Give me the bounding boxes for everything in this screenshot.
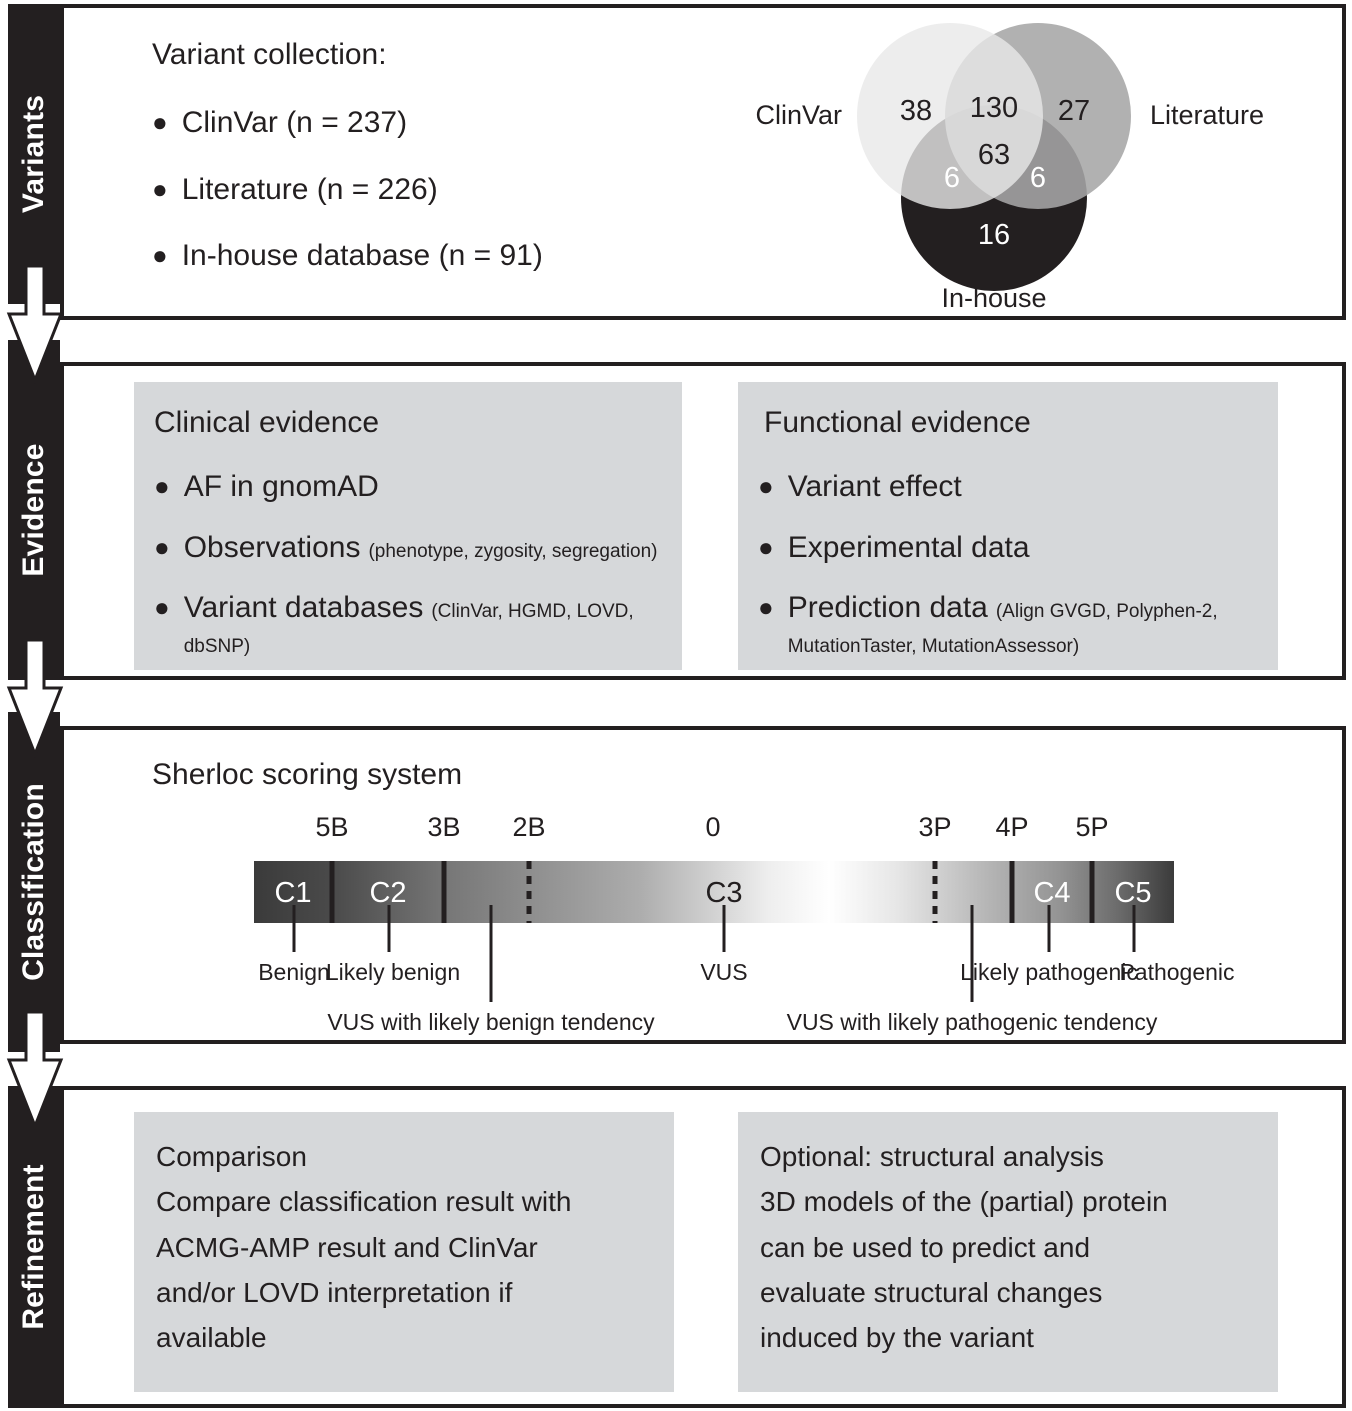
structural-line: induced by the variant <box>760 1322 1034 1354</box>
callout-pathogenic: Pathogenic <box>1119 959 1235 985</box>
bullet-icon: ● <box>154 531 170 562</box>
tick-label-5b: 5B <box>315 812 349 842</box>
panel-comparison <box>134 1112 674 1392</box>
segment-label-c2: C2 <box>369 877 407 909</box>
bullet-icon: ● <box>758 531 774 562</box>
tick-label-2b: 2B <box>512 812 546 842</box>
venn-value-clinvar-only: 38 <box>899 95 933 127</box>
panel-structural-analysis <box>738 1112 1278 1392</box>
panel-title-clinical: Clinical evidence <box>154 406 380 439</box>
list-item-note: (Align GVGD, Polyphen-2, MutationTaster, MutationAssessor) <box>787 601 1218 657</box>
list-item-note: (ClinVar, HGMD, LOVD, dbSNP) <box>183 601 634 657</box>
venn-value-literature-inhouse: 6 <box>1029 162 1047 194</box>
venn-label-inhouse: In-house <box>941 283 1047 312</box>
list-item-label: AF in gnomAD <box>183 470 379 503</box>
venn-label-clinvar: ClinVar <box>755 100 842 130</box>
list-item-note: (phenotype, zygosity, segregation) <box>368 540 658 562</box>
callout-vus-benign-tendency: VUS with likely benign tendency <box>327 1009 655 1035</box>
structural-line: can be used to predict and <box>760 1231 1091 1263</box>
callout-vus: VUS <box>700 959 748 985</box>
stage-label-evidence: Evidence <box>17 443 50 577</box>
structural-line: evaluate structural changes <box>760 1277 1103 1309</box>
list-item-label: Variant effect <box>787 470 962 503</box>
flow-arrow-evidence-to-classification <box>4 640 66 758</box>
venn-value-clinvar-inhouse: 6 <box>943 162 961 194</box>
bullet-icon: ● <box>152 240 168 270</box>
list-item <box>758 531 1270 566</box>
bullet-icon: ● <box>152 107 168 137</box>
section-refinement <box>60 1086 1346 1408</box>
classification-title: Sherloc scoring system <box>152 758 463 791</box>
list-item <box>152 173 792 208</box>
list-item-label: Literature (n = 226) <box>181 172 438 206</box>
bullet-icon: ● <box>152 173 168 204</box>
comparison-line: Compare classification result with <box>156 1186 572 1218</box>
comparison-line: available <box>156 1322 267 1354</box>
list-item-label: In-house database (n = 91) <box>181 239 543 272</box>
segment-label-c3: C3 <box>705 877 743 909</box>
list-item <box>758 470 1270 505</box>
callout-vus-pathogenic-tendency: VUS with likely pathogenic tendency <box>786 1009 1158 1035</box>
venn-value-all-three: 63 <box>977 139 1011 171</box>
list-item <box>154 470 670 505</box>
tick-label-4p: 4P <box>995 812 1029 842</box>
segment-label-c1: C1 <box>274 877 312 909</box>
venn-diagram <box>704 12 1284 312</box>
stage-rail-classification <box>8 712 60 1052</box>
structural-line: Optional: structural analysis <box>760 1141 1104 1172</box>
bullet-icon: ● <box>154 592 170 622</box>
list-item-label: ClinVar (n = 237) <box>181 106 408 139</box>
list-item <box>154 591 670 660</box>
comparison-line: Comparison <box>156 1141 307 1172</box>
tick-label-3p: 3P <box>918 812 952 842</box>
sherloc-scale <box>64 730 1350 1048</box>
tick-label-5p: 5P <box>1075 812 1109 842</box>
list-item-label: Variant databases <box>183 591 424 624</box>
bullet-icon: ● <box>758 471 774 501</box>
list-item-label: Observations <box>183 530 361 564</box>
list-item <box>154 531 670 566</box>
comparison-line: and/or LOVD interpretation if <box>156 1277 513 1309</box>
callout-likely-pathogenic: Likely pathogenic <box>960 959 1138 985</box>
venn-label-literature: Literature <box>1150 100 1265 130</box>
structural-line: 3D models of the (partial) protein <box>760 1186 1168 1218</box>
venn-value-clinvar-literature: 130 <box>969 92 1019 124</box>
stage-rail-evidence <box>8 340 60 680</box>
stage-rail-refinement <box>8 1086 60 1408</box>
variants-heading: Variant collection: <box>152 38 387 71</box>
stage-rail-variants <box>8 4 60 304</box>
list-item <box>758 591 1270 660</box>
segment-label-c5: C5 <box>1114 877 1152 909</box>
variants-bullet-list <box>152 106 792 274</box>
clinical-evidence-list <box>154 470 670 660</box>
list-item <box>152 106 792 141</box>
tick-label-0: 0 <box>705 812 721 842</box>
section-classification <box>60 726 1346 1044</box>
comparison-line: ACMG-AMP result and ClinVar <box>156 1231 538 1263</box>
bullet-icon: ● <box>758 592 774 622</box>
panel-functional-evidence <box>738 382 1278 670</box>
tick-label-3b: 3B <box>427 812 461 842</box>
list-item <box>152 239 792 274</box>
stage-label-refinement: Refinement <box>17 1164 50 1330</box>
functional-evidence-list <box>758 470 1270 660</box>
panel-clinical-evidence <box>134 382 682 670</box>
list-item-label: Prediction data <box>787 591 988 624</box>
venn-value-literature-only: 27 <box>1057 95 1091 127</box>
panel-title-functional: Functional evidence <box>764 406 1031 439</box>
stage-label-variants: Variants <box>17 94 50 214</box>
list-item-label: Experimental data <box>787 530 1030 564</box>
structural-text <box>760 1134 1270 1361</box>
venn-value-inhouse-only: 16 <box>977 219 1011 251</box>
comparison-text <box>156 1134 656 1361</box>
stage-label-classification: Classification <box>17 783 50 981</box>
section-evidence <box>60 362 1346 680</box>
section-variants <box>60 4 1346 320</box>
callout-likely-benign: Likely benign <box>325 959 461 985</box>
flow-arrow-classification-to-refinement <box>4 1012 66 1130</box>
callout-benign: Benign <box>258 959 330 985</box>
bullet-icon: ● <box>154 471 170 501</box>
segment-label-c4: C4 <box>1033 877 1071 909</box>
flow-arrow-variants-to-evidence <box>4 266 66 384</box>
